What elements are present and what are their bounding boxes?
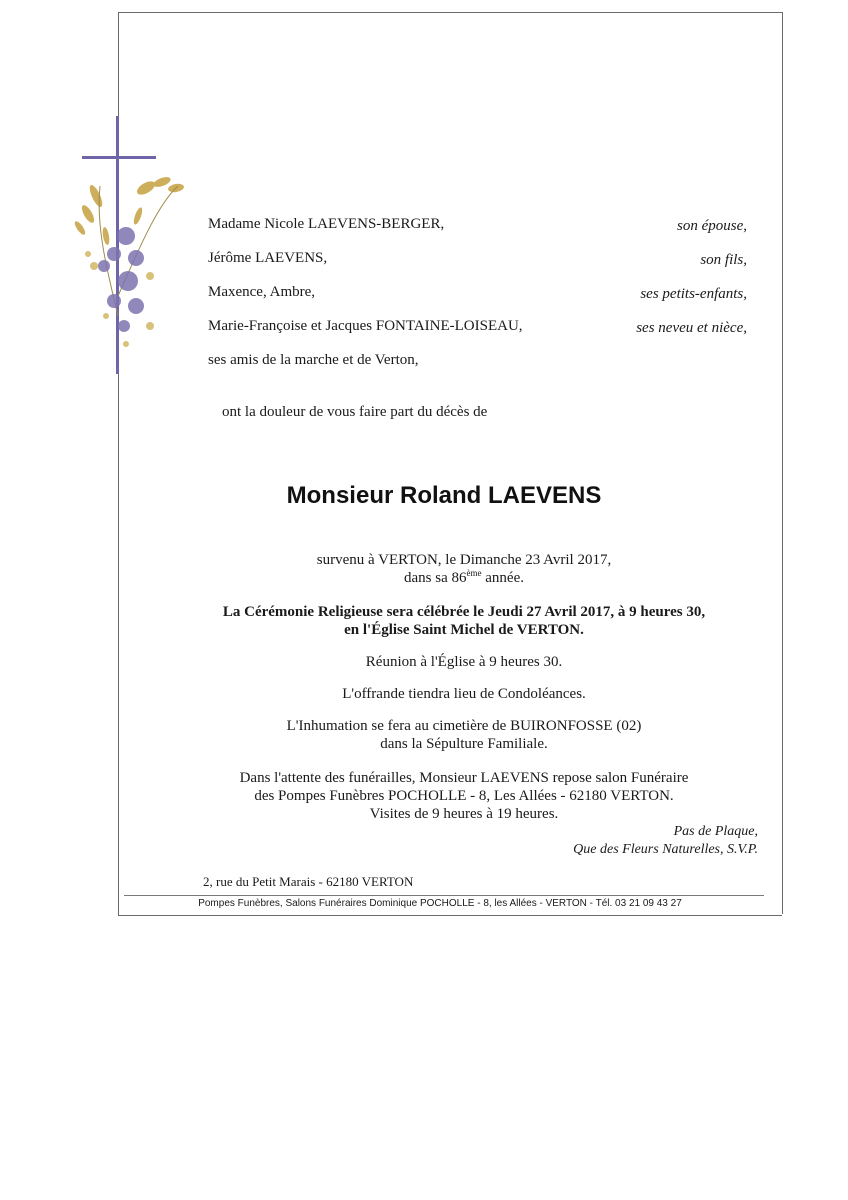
death-age-line: dans sa 86ème année.: [404, 568, 524, 586]
death-date-line: survenu à VERTON, le Dimanche 23 Avril 2017,: [316, 552, 612, 568]
burial-sepulture-line: dans la Sépulture Familiale.: [380, 736, 548, 752]
announcement-text: ont la douleur de vous faire part du décès de: [222, 404, 488, 420]
family-address: 2, rue du Petit Marais - 62180 VERTON: [203, 874, 414, 889]
natural-flowers-note: Que des Fleurs Naturelles, S.V.P.: [573, 842, 758, 857]
footer-divider: [124, 895, 764, 896]
family-member-role: ses neveu et nièce,: [636, 320, 747, 336]
frame-top-line: [118, 12, 782, 13]
ceremony-line: La Cérémonie Religieuse sera célébrée le Jeudi 27 Avril 2017, à 9 heures 30,: [222, 604, 706, 620]
frame-bottom-line: [118, 915, 782, 916]
offering-line: L'offrande tiendra lieu de Condoléances.: [342, 686, 586, 702]
family-member-name: ses amis de la marche et de Verton,: [208, 352, 419, 368]
family-member-role: son fils,: [700, 252, 747, 268]
burial-line: L'Inhumation se fera au cimetière de BUIRONFOSSE (02): [286, 718, 642, 734]
funeral-home-footer: Pompes Funèbres, Salons Funéraires Dominique POCHOLLE - 8, les Allées - VERTON - Tél. 03 21 09 43 27: [198, 898, 682, 909]
deceased-name: Monsieur Roland LAEVENS: [286, 482, 602, 509]
family-member-name: Madame Nicole LAEVENS-BERGER,: [208, 216, 445, 232]
no-plaque-note: Pas de Plaque,: [673, 824, 758, 839]
cross-with-flowers-icon: [66, 116, 196, 376]
repose-line: Dans l'attente des funérailles, Monsieur LAEVENS repose salon Funéraire: [239, 770, 689, 786]
reunion-line: Réunion à l'Église à 9 heures 30.: [365, 654, 563, 670]
family-member-role: son épouse,: [677, 218, 747, 234]
family-member-name: Maxence, Ambre,: [208, 284, 316, 300]
family-member-name: Jérôme LAEVENS,: [208, 250, 328, 266]
family-member-name: Marie-Françoise et Jacques FONTAINE-LOISEAU,: [208, 318, 523, 334]
family-member-role: ses petits-enfants,: [640, 286, 747, 302]
repose-address-line: des Pompes Funèbres POCHOLLE - 8, Les Allées - 62180 VERTON.: [254, 788, 674, 804]
visits-line: Visites de 9 heures à 19 heures.: [369, 806, 559, 822]
ceremony-church-line: en l'Église Saint Michel de VERTON.: [344, 622, 584, 638]
